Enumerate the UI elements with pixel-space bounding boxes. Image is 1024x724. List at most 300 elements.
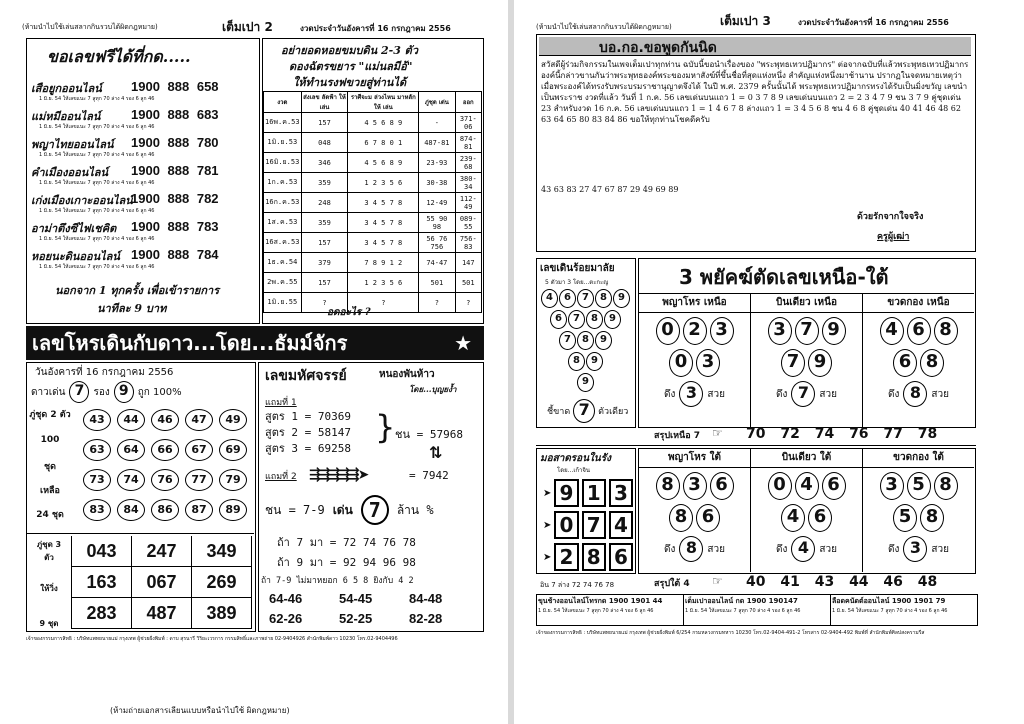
title-bar-text: บอ.กอ.ขอพูดกันนิด bbox=[599, 40, 717, 56]
pair-item: 54-45 bbox=[339, 591, 373, 606]
tiger-digit-row bbox=[639, 317, 750, 345]
walk-circle: 4 bbox=[541, 289, 558, 308]
left-footer: เจ้าของกรรมการสิทธิ : บริษัทแพทยนายแม่ กรุงเทพ ผู้ช่วยฝั่งพิมพ์ : ดาบ สุรนารี วิริยะเวรการ กรรมสิทธิ์และภาพถ่าย 02-9404926 สำนักพิมพ์ดาว 10230 โทร.02-9404496 bbox=[26, 636, 398, 642]
free-item-note: 1 มิ.ย. 54 ให้เลขแนะ 7 ลูทุก 70 ล่าง 4 รอง 6 ลูก 46 bbox=[39, 124, 155, 130]
arrow-right-icon: ➤ bbox=[543, 551, 552, 563]
formula-2: สูตร 2 = 58147 bbox=[265, 426, 351, 439]
walk-circle: 9 bbox=[577, 373, 594, 392]
three-digit-cell: 389 bbox=[192, 598, 252, 629]
tiger-digit-row bbox=[751, 472, 862, 500]
tiger-column bbox=[863, 294, 974, 428]
phone-row bbox=[536, 594, 978, 626]
hit-label: ถูก 100% bbox=[137, 386, 182, 398]
table-row bbox=[264, 193, 482, 213]
table-cell: 1 2 3 5 6 bbox=[348, 173, 419, 193]
number-circle: 84 bbox=[117, 499, 145, 521]
number-circle: 44 bbox=[117, 409, 145, 431]
chi-label: ชี้ขาด bbox=[547, 407, 571, 417]
phone-text: ลือดคนัดต์ออนไลน์ 1900 1901 79 bbox=[832, 597, 946, 605]
free-number-box bbox=[26, 38, 260, 324]
side-label: เหลือ bbox=[40, 486, 60, 496]
walk-circle: 9 bbox=[604, 310, 621, 329]
tiger-column-title: ขวดกอง เหนือ bbox=[863, 294, 974, 313]
number-circle: 49 bbox=[219, 409, 247, 431]
table-cell: ? bbox=[301, 293, 348, 313]
day-line: วันอังคารที่ 16 กรกฎาคม 2556 bbox=[35, 367, 174, 378]
table-cell: 1มิ.ย.55 bbox=[264, 293, 302, 313]
tiger-digit: 5 bbox=[907, 472, 931, 500]
number-circle: 77 bbox=[185, 469, 213, 491]
left-header-date: งวดประจำวันอังคารที่ 16 กรกฎาคม 2556 bbox=[300, 24, 451, 33]
banner bbox=[26, 326, 484, 360]
pull-row bbox=[751, 536, 862, 562]
tiger-column bbox=[751, 294, 863, 428]
left-page bbox=[0, 0, 510, 724]
walk-title: เลขเดินร้อยมาลัย bbox=[540, 263, 615, 274]
tiger-digit: 3 bbox=[768, 317, 792, 345]
article-box bbox=[536, 34, 976, 252]
table-row bbox=[264, 233, 482, 253]
tiger-digit: 0 bbox=[768, 472, 792, 500]
free-item-name: อาม่าตึงซีไฟเชคิต bbox=[31, 222, 117, 235]
grid-cell: 8 bbox=[582, 543, 606, 571]
table-cell: 1 2 3 5 6 bbox=[348, 273, 419, 293]
pull-num: 4 bbox=[791, 536, 815, 562]
pull-row bbox=[863, 381, 974, 407]
number-circle: 79 bbox=[219, 469, 247, 491]
phone-text: ขุนช้างออนไลน์โทรกด 1900 1901 44 bbox=[538, 597, 663, 605]
star-icon: ★ bbox=[454, 331, 472, 355]
pair-item: 84-48 bbox=[409, 591, 443, 606]
table-header: ส่งเลข ลัดฟ้า ให้เล่น bbox=[301, 92, 348, 113]
free-item-number: 1900 888 784 bbox=[131, 247, 219, 262]
free-item-number: 1900 888 782 bbox=[131, 191, 219, 206]
grid-box bbox=[536, 448, 636, 574]
table-cell: 4 5 6 8 9 bbox=[348, 153, 419, 173]
tiger-digit: 7 bbox=[781, 349, 805, 377]
side-label: ภู่ชุด 2 ตัว bbox=[29, 410, 71, 420]
suay-label: สวย bbox=[707, 388, 725, 400]
table-cell: 874-81 bbox=[455, 133, 481, 153]
tiger-column bbox=[863, 449, 974, 572]
tiger-digit: 3 bbox=[880, 472, 904, 500]
table-cell: 56 76 756 bbox=[419, 233, 455, 253]
three-digit-cell: 043 bbox=[72, 536, 132, 567]
table-row bbox=[264, 113, 482, 133]
tiger-digit: 4 bbox=[781, 504, 805, 532]
big-title: 3 พยัคฆ์ตัดเลขเหนือ-ใต้ bbox=[679, 265, 889, 289]
walk-circle: 8 bbox=[577, 331, 594, 350]
walk-circle: 6 bbox=[550, 310, 567, 329]
three-label-3: 9 ชุด bbox=[39, 619, 59, 628]
pair-item: 62-26 bbox=[269, 611, 303, 626]
chi-sub: ตัวเดียว bbox=[598, 407, 629, 417]
walk-row bbox=[568, 352, 633, 371]
tiger-digit-row bbox=[639, 472, 750, 500]
grid-cell: 0 bbox=[554, 511, 578, 539]
right-header-date: งวดประจำวันอังคารที่ 16 กรกฎาคม 2556 bbox=[798, 18, 949, 27]
tiger-digit: 3 bbox=[696, 349, 720, 377]
article-nums: 43 63 83 27 47 67 87 29 49 69 89 bbox=[541, 185, 679, 194]
three-digit-cell: 487 bbox=[132, 598, 192, 629]
pull-label: ดึง bbox=[776, 543, 788, 555]
tiger-column-title: พญาโหร เหนือ bbox=[639, 294, 750, 313]
free-item-number: 1900 888 783 bbox=[131, 219, 219, 234]
tiger-digit-row bbox=[751, 504, 862, 532]
pointing-hand-icon: ☞ bbox=[712, 426, 723, 440]
tiger-digit: 6 bbox=[822, 472, 846, 500]
chon2-row bbox=[265, 495, 434, 525]
free-item bbox=[31, 107, 259, 135]
tiger-digit: 6 bbox=[710, 472, 734, 500]
table-cell: 3 4 5 7 8 bbox=[348, 233, 419, 253]
walk-box bbox=[536, 258, 636, 428]
table-cell: 501 bbox=[455, 273, 481, 293]
free-item-name: แม่หมีออนไลน์ bbox=[31, 110, 101, 123]
free-item-name: หอยนะดินออนไลน์ bbox=[31, 250, 120, 263]
phone-text: เต็มเปาออนไลน์ กด 1900 190147 bbox=[685, 597, 798, 605]
tiger-digit-row bbox=[751, 349, 862, 377]
sign-2: ครูผู้เฒ่า bbox=[877, 232, 910, 242]
table-header: ราศีจะม ล่วงไหน มาหลักให้ เล่น bbox=[348, 92, 419, 113]
three-label-2: ให้วิ่ง bbox=[40, 584, 58, 593]
free-item-name: เก่งเมืองเกาะออนไลน์ bbox=[31, 194, 133, 207]
right-page bbox=[514, 0, 1024, 724]
three-grid bbox=[71, 536, 252, 629]
arrow-right-icon: ➤ bbox=[543, 487, 552, 499]
tiger-digit: 8 bbox=[934, 317, 958, 345]
table-cell: 239-68 bbox=[455, 153, 481, 173]
number-circle: 63 bbox=[83, 439, 111, 461]
side-label: 24 ชุด bbox=[36, 510, 64, 520]
side-label: ชุด bbox=[44, 462, 56, 472]
walk-row bbox=[577, 373, 633, 392]
sum-north-label: สรุปเหนือ 7 bbox=[654, 431, 701, 441]
tiger-column-title: บินเดียว ใต้ bbox=[751, 449, 862, 468]
pair-item: 64-46 bbox=[269, 591, 303, 606]
three-digit-cell: 163 bbox=[72, 567, 132, 598]
walk-circle: 7 bbox=[568, 310, 585, 329]
table-cell: 6 7 8 0 1 bbox=[348, 133, 419, 153]
tiger-column-title: ขวดกอง ใต้ bbox=[863, 449, 974, 468]
tiger-digit: 7 bbox=[795, 317, 819, 345]
tiger-digit: 3 bbox=[710, 317, 734, 345]
phone-cell bbox=[537, 595, 684, 625]
right-footer: เจ้าของกรรมการสิทธิ : บริษัทแพทยนายแม่ กรุงเทพ ผู้ช่วยฝั่งพิมพ์ 6/254 กรมหลวงกรมทหาร 10230 โทร.02-9404-491-2 โทรสาร 02-9404-492 พิมพ์ที่ สำนักพิมพ์ศิลปสงครามรีส bbox=[536, 630, 925, 636]
tiger-column bbox=[751, 449, 863, 572]
free-item-number: 1900 888 781 bbox=[131, 163, 219, 178]
table-row bbox=[264, 133, 482, 153]
walk-circle: 8 bbox=[595, 289, 612, 308]
free-item-number: 1900 888 683 bbox=[131, 107, 219, 122]
history-box bbox=[262, 38, 484, 324]
tiger-digit: 8 bbox=[920, 349, 944, 377]
south-box bbox=[638, 448, 976, 574]
tiger-digit: 0 bbox=[669, 349, 693, 377]
brace: } bbox=[375, 408, 396, 446]
star-row bbox=[31, 381, 182, 403]
table-cell: ? bbox=[455, 293, 481, 313]
free-item-note: 1 มิ.ย. 54 ให้เลขแนะ 7 ลูทุก 70 ล่าง 4 รอง 6 ลูก 46 bbox=[39, 180, 155, 186]
tiger-digit-row bbox=[863, 349, 974, 377]
table-cell: 7 8 9 1 2 bbox=[348, 253, 419, 273]
table-cell: 248 bbox=[301, 193, 348, 213]
tiger-digit: 9 bbox=[808, 349, 832, 377]
grid-cell: 3 bbox=[609, 479, 633, 507]
set2-label: แถมที่ 2 bbox=[265, 472, 297, 482]
number-circle: 86 bbox=[151, 499, 179, 521]
magic-box bbox=[258, 362, 484, 632]
tiger-digit-row bbox=[639, 504, 750, 532]
rong-label: รอง bbox=[93, 386, 110, 398]
pull-row bbox=[639, 536, 750, 562]
formula-3: สูตร 3 = 69258 bbox=[265, 442, 351, 455]
free-title: ขอเลขฟรีได้ที่กด..... bbox=[47, 47, 191, 66]
left-bottom-note: (ห้ามถ่ายเอกสารเลียนแบบหรือนำไปใช้ ผิดกฎหมาย) bbox=[110, 706, 290, 715]
number-circle: 76 bbox=[151, 469, 179, 491]
tiger-digit: 4 bbox=[795, 472, 819, 500]
table-cell: 2พ.ค.55 bbox=[264, 273, 302, 293]
set1-label: แถมที่ 1 bbox=[265, 398, 297, 408]
free-item bbox=[31, 247, 259, 275]
pull-num: 3 bbox=[903, 536, 927, 562]
right-page-label: เต็มเปา 3 bbox=[720, 14, 771, 28]
table-cell: 487-81 bbox=[419, 133, 455, 153]
number-circle: 87 bbox=[185, 499, 213, 521]
table-cell: 157 bbox=[301, 273, 348, 293]
north-box bbox=[638, 258, 976, 428]
table-cell: 157 bbox=[301, 113, 348, 133]
side-labels bbox=[27, 407, 73, 527]
tiger-column-title: บินเดียว เหนือ bbox=[751, 294, 862, 313]
three-digit-cell: 269 bbox=[192, 567, 252, 598]
table-cell: 359 bbox=[301, 173, 348, 193]
suay-label: สวย bbox=[931, 388, 949, 400]
tiger-digit: 0 bbox=[656, 317, 680, 345]
table-row bbox=[264, 153, 482, 173]
walk-circle: 8 bbox=[586, 310, 603, 329]
history-title-2: ดองฉัตรขยาร "แม่นลมีอ้" bbox=[289, 60, 413, 73]
star-num: 7 bbox=[69, 381, 89, 403]
table-cell: 16พ.ค.53 bbox=[264, 113, 302, 133]
walk-row bbox=[541, 289, 633, 308]
grid-cell: 1 bbox=[582, 479, 606, 507]
magic-by: โดย...บุญยง้ำ bbox=[409, 384, 457, 394]
lan-label: ล้าน % bbox=[396, 502, 434, 517]
walk-circle: 9 bbox=[613, 289, 630, 308]
table-row bbox=[264, 273, 482, 293]
three-digit-section bbox=[27, 533, 254, 632]
tiger-digit: 6 bbox=[907, 317, 931, 345]
grid-row bbox=[543, 543, 633, 571]
article-text: สวัสดีผู้ร่วมกิจกรรมในเพจเต็มเปาทุกท่าน ฉบับนี้ขอนำเรื่องของ "พระพุทธเทวปฏิมากร" ต่อจากฉบับที่แล้วพระพุทธเทวปฏิมากรองค์นี้กล่าวขานกันว่าพระพุทธองค์พระของมหาสังฆ์ที่ขึ้นชื่อที่สุดแห่งหนึ่ง สำคัญแห่งหนึ่งมาช้านาน ปรากฏในจดหมายเหตุว่า เมื่อพระองค์ได้ทรงรับพระบรมราชานุญาตจึงได้ ในปี พ.ศ. 2379 ครั้นนั้นได้ พระพุทธเทวปฏิมากรทรงได้รับเป็นมิ่งขวัญ เลขนำเป็นพระราช งวดที่แล้ว วันที่ 1 ก.ค. 56 เลขเด่นบนแถว 1 = 0 3 7 8 9 เลขเด่นบนแถว 2 = 2 3 4 7 9 ชน 3 7 9 คู่ชุดเด่น 23 สำหรับงวด 16 ก.ค. 56 เลขเด่นบนแถว 1 = 1 4 6 7 8 ล่างแถว 1 = 3 4 5 6 8 ชน 4 6 8 คู่ชุดเด่น 40 41 46 48 62 63 64 65 80 83 84 86 ขอให้ทุกท่านโชคดีครับ bbox=[541, 60, 969, 124]
table-cell: 74-47 bbox=[419, 253, 455, 273]
three-digit-cell: 349 bbox=[192, 536, 252, 567]
tha1: ถ้า 7 มา = 72 74 76 78 bbox=[277, 536, 416, 549]
mid-title: มอสาดรอนในรัง bbox=[540, 453, 611, 464]
free-item-number: 1900 888 658 bbox=[131, 79, 219, 94]
table-cell: 12-49 bbox=[419, 193, 455, 213]
table-cell: 756-83 bbox=[455, 233, 481, 253]
walk-circle: 7 bbox=[577, 289, 594, 308]
number-circle: 74 bbox=[117, 469, 145, 491]
walk-circle: 6 bbox=[559, 289, 576, 308]
formulas bbox=[265, 409, 351, 457]
tiger-digit-row bbox=[863, 504, 974, 532]
free-item-note: 1 มิ.ย. 54 ให้เลขแนะ 7 ลูทุก 70 ล่าง 4 รอง 6 ลูก 46 bbox=[39, 96, 155, 102]
free-footer-2: นาทีละ 9 บาท bbox=[97, 302, 167, 315]
den-num: 7 bbox=[361, 495, 389, 525]
number-circle: 89 bbox=[219, 499, 247, 521]
free-item-name: เสือยูกออนไลน์ bbox=[31, 82, 102, 95]
table-cell: 55 90 98 bbox=[419, 213, 455, 233]
walk-row bbox=[550, 310, 633, 329]
pull-num: 8 bbox=[679, 536, 703, 562]
pull-row bbox=[751, 381, 862, 407]
three-digit-cell: 247 bbox=[132, 536, 192, 567]
north-columns bbox=[639, 293, 974, 428]
title-bar bbox=[539, 37, 971, 56]
pull-num: 8 bbox=[903, 381, 927, 407]
grid-cell: 4 bbox=[609, 511, 633, 539]
tiger-column-title: พญาโหร ใต้ bbox=[639, 449, 750, 468]
table-cell: 380-34 bbox=[455, 173, 481, 193]
pull-num: 3 bbox=[679, 381, 703, 407]
pull-label: ดึง bbox=[664, 388, 676, 400]
number-circle: 46 bbox=[151, 409, 179, 431]
chi-row bbox=[547, 399, 628, 423]
south-columns bbox=[639, 449, 974, 572]
tiger-digit-row bbox=[751, 317, 862, 345]
free-item bbox=[31, 135, 259, 163]
sum-north-row bbox=[536, 428, 976, 446]
history-title-3: ให้ทำนรงฟขวยสู่ท่านได้ bbox=[293, 76, 407, 89]
phone-note: 1 มิ.ย. 54 ให้เลขแนะ 7 ลูทุก 70 ล่าง 4 รอง 6 ลูก 46 bbox=[538, 608, 654, 614]
number-circle: 69 bbox=[219, 439, 247, 461]
phone-cell bbox=[831, 595, 977, 625]
tiger-digit: 8 bbox=[656, 472, 680, 500]
walk-row bbox=[559, 331, 633, 350]
three-label bbox=[31, 538, 67, 630]
table-cell: 1ธ.ค.54 bbox=[264, 253, 302, 273]
grid-cell: 9 bbox=[554, 479, 578, 507]
number-circle: 47 bbox=[185, 409, 213, 431]
magic-title: เลขมหัศจรรย์ bbox=[265, 368, 347, 384]
magic-sub: หนองพันห้าว bbox=[379, 369, 435, 380]
table-header: งวด bbox=[264, 92, 302, 113]
grid-cell: 7 bbox=[582, 511, 606, 539]
table-header: ออก bbox=[455, 92, 481, 113]
side-label: 100 bbox=[40, 435, 60, 445]
walk-circle: 9 bbox=[595, 331, 612, 350]
sum-south: 40 41 43 44 46 48 bbox=[746, 574, 938, 590]
table-cell: 371-06 bbox=[455, 113, 481, 133]
table-row bbox=[264, 253, 482, 273]
table-cell: 3 4 5 7 8 bbox=[348, 213, 419, 233]
number-circle: 64 bbox=[117, 439, 145, 461]
circle-grid bbox=[83, 409, 253, 521]
formula-1: สูตร 1 = 70369 bbox=[265, 410, 351, 423]
free-list bbox=[31, 79, 259, 275]
table-cell: ? bbox=[419, 293, 455, 313]
history-title-1: อย่ายอดหอยขมบดิน 2-3 ตัว bbox=[281, 44, 418, 57]
right-top-note: (ห้ามนำไปใช้เล่นสลากกินรวบได้ผิดกฎหมาย) bbox=[536, 23, 672, 31]
free-footer-1: นอกจาก 1 ทุกครั้ง เพื่อเข้ารายการ bbox=[55, 284, 220, 297]
pull-label: ดึง bbox=[776, 388, 788, 400]
table-row bbox=[264, 293, 482, 313]
free-item-note: 1 มิ.ย. 54 ให้เลขแนะ 7 ลูทุก 70 ล่าง 4 รอง 6 ลูก 46 bbox=[39, 208, 155, 214]
table-cell: 4 5 6 8 9 bbox=[348, 113, 419, 133]
table-cell: 501 bbox=[419, 273, 455, 293]
tiger-digit-row bbox=[863, 317, 974, 345]
rong-num: 9 bbox=[114, 381, 134, 403]
sum-north: 70 72 74 76 77 78 bbox=[746, 426, 938, 442]
tiger-digit-row bbox=[863, 472, 974, 500]
phone-note: 1 มิ.ย. 54 ให้เลขแนะ 7 ลูทุก 70 ล่าง 4 รอง 6 ลูก 46 bbox=[832, 608, 948, 614]
banner-text: เลขโหรเดินกับดาว...โดย...ธัมม์จักร bbox=[32, 331, 348, 355]
number-circle: 73 bbox=[83, 469, 111, 491]
free-item-note: 1 มิ.ย. 54 ให้เลขแนะ 7 ลูทุก 70 ล่าง 4 รอง 6 ลูก 46 bbox=[39, 152, 155, 158]
table-row bbox=[264, 213, 482, 233]
sum-south-row bbox=[536, 576, 976, 594]
walk-circle: 9 bbox=[586, 352, 603, 371]
pointing-hand-icon: ☞ bbox=[712, 574, 723, 588]
star-box bbox=[26, 362, 256, 632]
table-cell: 3 4 5 7 8 bbox=[348, 193, 419, 213]
table-cell: 089-55 bbox=[455, 213, 481, 233]
table-cell: 16ก.ค.53 bbox=[264, 193, 302, 213]
den-label: เด่น bbox=[332, 502, 353, 517]
table-cell: 147 bbox=[455, 253, 481, 273]
grid-cell: 2 bbox=[554, 543, 578, 571]
tiger-column bbox=[639, 449, 751, 572]
tiger-digit: 9 bbox=[822, 317, 846, 345]
tiger-digit: 8 bbox=[934, 472, 958, 500]
table-cell: 16ส.ค.53 bbox=[264, 233, 302, 253]
history-table bbox=[263, 91, 482, 313]
tiger-digit: 2 bbox=[683, 317, 707, 345]
number-grid bbox=[543, 479, 633, 575]
chon2: ชน = 7-9 bbox=[265, 502, 325, 517]
walk-circle: 8 bbox=[568, 352, 585, 371]
walk-sub: 5 ตัวมา 3 โดย...ตะกะญ bbox=[545, 279, 609, 286]
table-cell: 359 bbox=[301, 213, 348, 233]
suay-label: สวย bbox=[707, 543, 725, 555]
three-label-1: ภู่ชุด 3 ตัว bbox=[36, 540, 62, 562]
pull-row bbox=[639, 381, 750, 407]
table-cell: 16มิ.ย.53 bbox=[264, 153, 302, 173]
walk-rows bbox=[541, 289, 633, 394]
grid-row bbox=[543, 479, 633, 507]
pull-label: ดึง bbox=[888, 543, 900, 555]
tiger-digit: 4 bbox=[880, 317, 904, 345]
free-item-name: คำเมืองออนไลน์ bbox=[31, 166, 109, 179]
grid-row bbox=[543, 511, 633, 539]
left-top-note: (ห้ามนำไปใช้เล่นสลากกินรวบได้ผิดกฎหมาย) bbox=[22, 23, 158, 31]
table-header: ภู่ชุด เด่น bbox=[419, 92, 455, 113]
free-item bbox=[31, 163, 259, 191]
in-label: อิน 7 ล่าง 72 74 76 78 bbox=[540, 581, 615, 589]
table-cell: ? bbox=[348, 293, 419, 313]
table-cell: 346 bbox=[301, 153, 348, 173]
free-item bbox=[31, 219, 259, 247]
arrow-right-icon: ➤ bbox=[543, 519, 552, 531]
free-item-name: พญาไทยออนไลน์ bbox=[31, 138, 114, 151]
tiger-digit: 6 bbox=[696, 504, 720, 532]
free-item-note: 1 มิ.ย. 54 ให้เลขแนะ 7 ลูทุก 70 ล่าง 4 รอง 6 ลูก 46 bbox=[39, 236, 155, 242]
sum-south-label: สรุปใต้ 4 bbox=[654, 579, 690, 589]
table-cell: 379 bbox=[301, 253, 348, 273]
